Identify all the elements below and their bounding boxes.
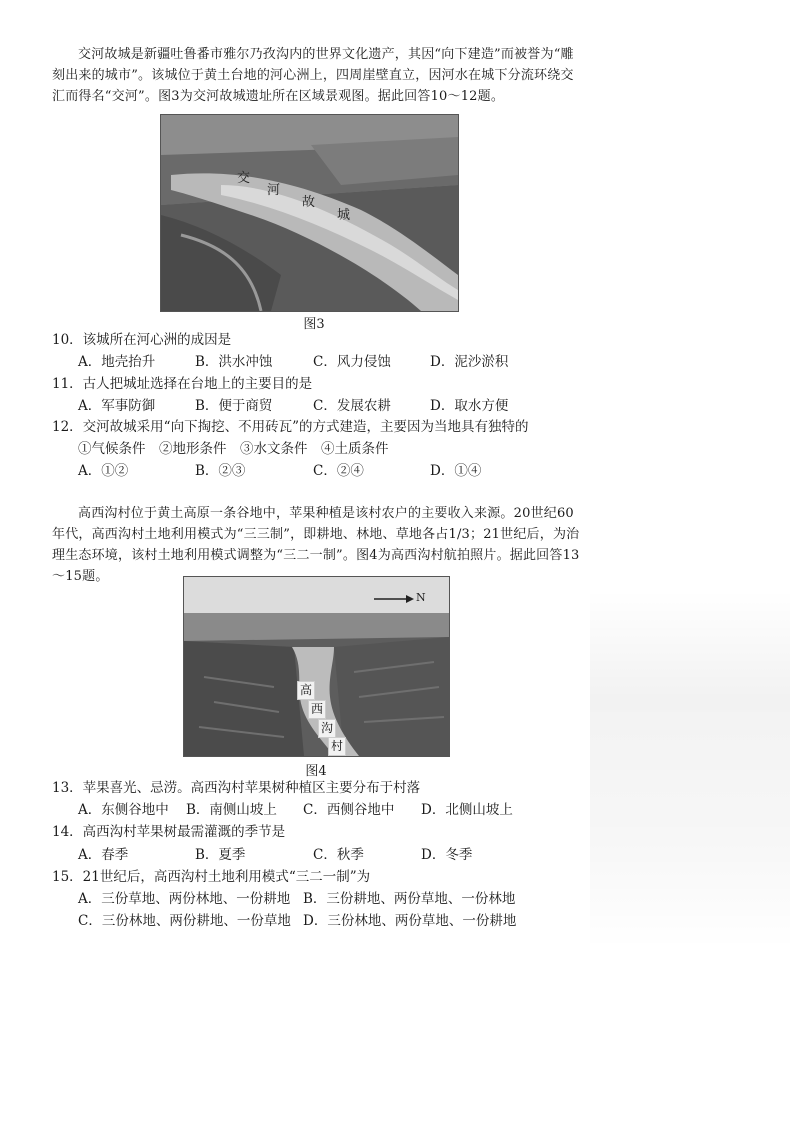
scan-shadow bbox=[590, 590, 790, 950]
q11-option-b[interactable]: B．便于商贸 bbox=[195, 398, 273, 414]
question-13-stem: 13．苹果喜光、忌涝。高西沟村苹果树种植区主要分布于村落 bbox=[52, 780, 421, 796]
gaoxigou-aerial-image bbox=[184, 577, 449, 756]
passage-gaoxigou: 高西沟村位于黄土高原一条谷地中，苹果种植是该村农户的主要收入来源。20世纪60年代，高西沟村土地利用模式为“三三制”，即耕地、林地、草地各占1/3；21世纪后，为治理生态环境，该村土地利用模式调整为“三二一制”。图4为高西沟村航拍照片。据此回答13～15题。 bbox=[52, 506, 580, 584]
figure-3-label-gu: 故 bbox=[302, 195, 316, 210]
figure-4-label-gao: 高 bbox=[297, 681, 315, 700]
q13-option-b[interactable]: B．南侧山坡上 bbox=[186, 802, 277, 818]
q10-option-a[interactable]: A．地壳抬升 bbox=[78, 354, 156, 370]
question-15-stem: 15．21世纪后，高西沟村土地利用模式“三二一制”为 bbox=[52, 869, 371, 885]
q15-option-b[interactable]: B．三份耕地、两份草地、一份林地 bbox=[303, 891, 516, 907]
passage-jiaohe: 交河故城是新疆吐鲁番市雅尔乃孜沟内的世界文化遗产，其因“向下建造”而被誉为“雕刻出来的城市”。该城位于黄土台地的河心洲上，四周崖壁直立，因河水在城下分流环绕交汇而得名“交河”。图3为交河故城遗址所在区域景观图。据此回答10～12题。 bbox=[52, 47, 574, 104]
q10-option-d[interactable]: D．泥沙淤积 bbox=[430, 354, 509, 370]
q11-option-d[interactable]: D．取水方便 bbox=[430, 398, 509, 414]
question-10-stem: 10．该城所在河心洲的成因是 bbox=[52, 332, 232, 348]
q12-option-b[interactable]: B．②③ bbox=[195, 463, 246, 479]
q11-option-a[interactable]: A．军事防御 bbox=[78, 398, 156, 414]
q15-option-a[interactable]: A．三份草地、两份林地、一份耕地 bbox=[78, 891, 291, 907]
q11-option-c[interactable]: C．发展农耕 bbox=[313, 398, 391, 414]
figure-3-label-he: 河 bbox=[267, 183, 281, 198]
figure-3-label-cheng: 城 bbox=[337, 208, 351, 223]
q12-option-a[interactable]: A．①② bbox=[78, 463, 129, 479]
q10-option-c[interactable]: C．风力侵蚀 bbox=[313, 354, 391, 370]
q15-option-d[interactable]: D．三份林地、两份草地、一份耕地 bbox=[303, 913, 517, 929]
q12-option-c[interactable]: C．②④ bbox=[313, 463, 364, 479]
figure-4-caption: 图4 bbox=[305, 764, 327, 779]
figure-4-photo bbox=[183, 576, 450, 757]
q12-option-d[interactable]: D．①④ bbox=[430, 463, 482, 479]
figure-3-caption: 图3 bbox=[303, 317, 325, 332]
figure-3-photo bbox=[160, 114, 459, 312]
q13-option-a[interactable]: A．东侧谷地中 bbox=[78, 802, 169, 818]
figure-3-label-jiao: 交 bbox=[237, 171, 251, 186]
q13-option-d[interactable]: D．北侧山坡上 bbox=[421, 802, 513, 818]
jiaohe-landscape-image bbox=[161, 115, 458, 311]
question-11-stem: 11．古人把城址选择在台地上的主要目的是 bbox=[52, 376, 313, 392]
q10-option-b[interactable]: B．洪水冲蚀 bbox=[195, 354, 273, 370]
q14-option-b[interactable]: B．夏季 bbox=[195, 847, 246, 863]
q14-option-d[interactable]: D．冬季 bbox=[421, 847, 473, 863]
figure-4-label-xi: 西 bbox=[308, 700, 326, 719]
question-12-conditions: ①气候条件 ②地形条件 ③水文条件 ④土质条件 bbox=[78, 441, 389, 457]
q15-option-c[interactable]: C．三份林地、两份耕地、一份草地 bbox=[78, 913, 291, 929]
figure-4-label-gou: 沟 bbox=[318, 719, 336, 738]
q14-option-c[interactable]: C．秋季 bbox=[313, 847, 364, 863]
question-14-stem: 14．高西沟村苹果树最需灌溉的季节是 bbox=[52, 824, 286, 840]
question-12-stem: 12．交河故城采用“向下掏挖、不用砖瓦”的方式建造，主要因为当地具有独特的 bbox=[52, 419, 529, 435]
q14-option-a[interactable]: A．春季 bbox=[78, 847, 129, 863]
north-arrow-label: N bbox=[416, 591, 426, 604]
q13-option-c[interactable]: C．西侧谷地中 bbox=[303, 802, 395, 818]
figure-4-label-cun: 村 bbox=[328, 737, 346, 756]
